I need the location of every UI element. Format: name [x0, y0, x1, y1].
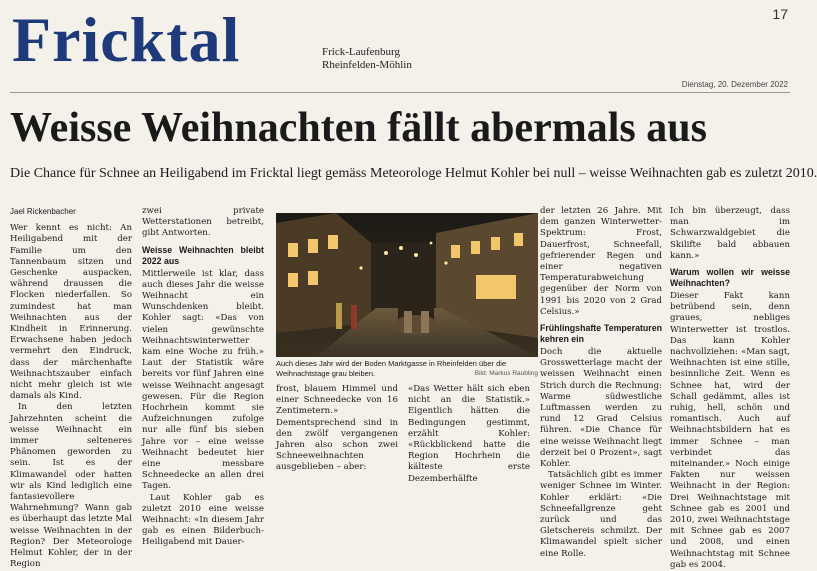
subheading: Weisse Weihnachten bleibt 2022 aus [142, 244, 264, 266]
paragraph: Laut Kohler gab es zuletzt 2010 eine weisse Weihnacht: «In diesem Jahr gab es einen Bilderbuch-Heiligabend mit Dauer- [142, 492, 264, 548]
article-deck: Die Chance für Schnee an Heiligabend im Fricktal liegt gemäss Meteorologe Helmut Kohler bei null – weisse Weihnachten gab es zuletzt 2010. [10, 166, 817, 181]
paragraph: «Das Wetter hält sich eben nicht an die Statistik.» Eigentlich hätten die Bedingungen gestimmt, erzählt Kohler: «Rückblickend hatte die Region Hochrhein die kälteste erste Dezemberhälfte [408, 384, 530, 484]
paragraph: Dieser Fakt kann betrübend sein, denn graues, nebliges Winterwetter ist trostlos. Das kann Kohler nachvollziehen: «Man sagt, Weihnachten ist eine stille, besinnliche Zeit. Wenn es Schnee hat, wird der Schall gedämmt, alles ist ruhig, hell, schön und romantisch. Auch auf Weihnachtsbildern hat es immer Schnee – man verbindet das miteinander.» Noch einige Fakten nur weissen Weihnacht in der Region: Drei Weihnachtstage mit Schnee gab es 2001 und 2010, zwei Weihnachtstage mit Schnee gab es 2007 und 2008, und einen Weihnachtstag mit Schnee gab es 2004. [670, 291, 790, 570]
paragraph: Wer kennt es nicht: An Heiligabend mit der Familie um den Tannenbaum sitzen und Geschenke auspacken, während draussen die Flocken niederfallen. So zumindest hat man Weihnachten aus der Kindheit in Erinnerung. Erwachsene haben jedoch vermehrt den Eindruck, dass der märchenhafte Weihnachtszauber einfach nicht mehr gleich ist wie damals als Kind. [10, 223, 132, 402]
region-1: Frick-Laufenburg [322, 46, 400, 58]
paragraph: frost, blauem Himmel und einer Schneedecke von 16 Zentimetern.» Dementsprechend sind in den zwölf vergangenen Jahren also schon zwei Schneeweihnachten ausgeblieben – aber: [276, 384, 398, 473]
masthead-title: Fricktal [12, 4, 241, 75]
article-column-6 [670, 206, 790, 570]
article-column-1 [10, 206, 132, 570]
article-byline: Jael Rickenbacher [10, 207, 76, 216]
caption-text: Auch dieses Jahr wird der Boden Marktgasse in Rheinfelden über die Weihnachtstage grau bleiben. [276, 359, 507, 378]
article-column-2 [142, 206, 264, 548]
issue-date: Dienstag, 20. Dezember 2022 [681, 80, 788, 89]
subheading: Frühlingshafte Temperaturen kehren ein [540, 323, 662, 345]
photo-caption [276, 359, 538, 379]
article-column-5 [540, 206, 662, 559]
masthead-regions [322, 46, 412, 72]
paragraph: der letzten 26 Jahre. Mit dem ganzen Winterwetter-Spektrum: Frost, Dauerfrost, Schneefall, gefrierender Regen und einer negativen Temperaturabweichung gegenüber der Norm von 1991 bis 2020 von 2 Grad Celsius.» [540, 206, 662, 317]
region-2: Rheinfelden-Möhlin [322, 59, 412, 71]
article-column-3 [276, 384, 398, 487]
paragraph: Tatsächlich gibt es immer weniger Schnee im Winter. Kohler erklärt: «Die Schneefallgrenze geht zurück und das Gletschereis schmilzt. Der Klimawandel spielt sicher eine Rolle. [540, 470, 662, 559]
photo-credit: Bild: Markus Raubling [474, 370, 538, 377]
article-headline: Weisse Weihnachten fällt abermals aus [10, 105, 707, 151]
paragraph: Ich bin überzeugt, dass man im Schwarzwaldgebiet die Skilifte bald abbauen kann.» [670, 206, 790, 261]
article-photo [276, 213, 538, 357]
paragraph: zwei private Wetterstationen betreibt, gibt Antworten. [142, 206, 264, 239]
paragraph: Mittlerweile ist klar, dass auch dieses Jahr die weisse Weihnacht ein Wunschdenken bleibt. Kohler sagt: «Das von vielen gewünschte Weihnachtswinterwetter kam eine Woche zu früh.» Laut der Statistik wäre bereits vor fünf Jahren eine weisse Weihnacht angesagt gewesen. Für die Region Hochrhein kommt sie Aufzeichnungen zufolge nur alle fünf bis sieben Jahre vor – eine weisse Weihnacht bedeutet hier eine messbare Schneedecke an allen drei Tagen. [142, 268, 264, 492]
page-number: 17 [772, 6, 788, 22]
masthead-rule [10, 92, 790, 93]
paragraph: Doch die aktuelle Grosswetterlage macht der weissen Weihnacht einen Strich durch die Rechnung: Warme südwestliche Luftmassen werden zu rund 12 Grad Celsius führen. «Die Chance für eine weisse Weihnacht liegt derzeit bei 0 Prozent», sagt Kohler. [540, 347, 662, 470]
subheading: Warum wollen wir weisse Weihnachten? [670, 267, 790, 289]
paragraph: In den letzten Jahrzehnten scheint die weisse Weihnacht ein immer selteneres Phänomen geworden zu sein. Ist es der Klimawandel oder hatten wir als Kind lediglich eine fantasievollere Wahrnehmung? Wann gab es überhaupt das letzte Mal weisse Weihnachten in der Region? Der Meteorologe Helmut Kohler, der in der Region [10, 402, 132, 570]
article-column-4 [408, 384, 530, 487]
